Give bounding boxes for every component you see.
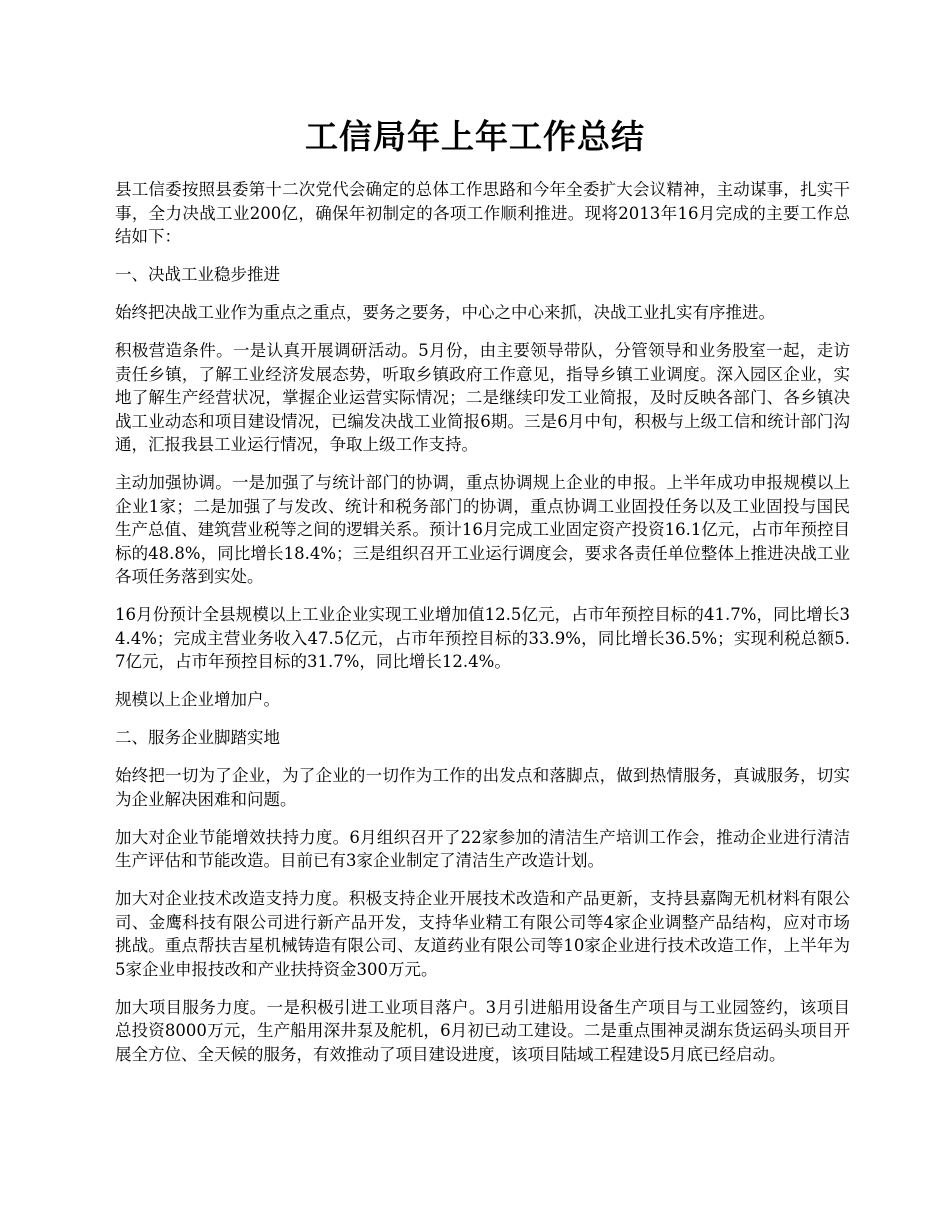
document-title: 工信局年上年工作总结: [305, 117, 645, 156]
body-paragraph: 始终把一切为了企业，为了企业的一切作为工作的出发点和落脚点，做到热情服务，真诚服务，切实为企业解决困难和问题。: [115, 766, 850, 809]
body-paragraph: 16月份预计全县规模以上工业企业实现工业增加值12.5亿元，占市年预控目标的41.7%，同比增长34.4%；完成主营业务收入47.5亿元，占市年预控目标的33.9%，同比增长36.5%；实现利税总额5.7亿元，占市年预控目标的31.7%，同比增长12.4%。: [115, 605, 850, 671]
section-heading-1: 一、决战工业稳步推进: [115, 265, 280, 284]
body-paragraph: 始终把决战工业作为重点之重点，要务之要务，中心之中心来抓，决战工业扎实有序推进。: [115, 303, 775, 322]
body-paragraph: 加大对企业节能增效扶持力度。6月组织召开了22家参加的清洁生产培训工作会，推动企业进行清洁生产评估和节能改造。目前已有3家企业制定了清洁生产改造计划。: [115, 827, 850, 870]
body-paragraph: 加大对企业技术改造支持力度。积极支持企业开展技术改造和产品更新，支持县嘉陶无机材料有限公司、金鹰科技有限公司进行新产品开发，支持华业精工有限公司等4家企业调整产品结构，应对市场挑战。重点帮扶吉星机械铸造有限公司、友道药业有限公司等10家企业进行技术改造工作，上半年为5家企业申报技改和产业扶持资金300万元。: [115, 889, 850, 979]
intro-paragraph: 县工信委按照县委第十二次党代会确定的总体工作思路和今年全委扩大会议精神，主动谋事，扎实干事，全力决战工业200亿，确保年初制定的各项工作顺利推进。现将2013年16月完成的主要工作总结如下：: [115, 180, 850, 246]
body-paragraph: 加大项目服务力度。一是积极引进工业项目落户。3月引进船用设备生产项目与工业园签约，该项目总投资8000万元，生产船用深井泵及舵机，6月初已动工建设。二是重点围神灵湖东货运码头项目开展全方位、全天候的服务，有效推动了项目建设进度，该项目陆域工程建设5月底已经启动。: [115, 997, 850, 1064]
body-paragraph: 主动加强协调。一是加强了与统计部门的协调，重点协调规上企业的申报。上半年成功申报规模以上企业1家；二是加强了与发改、统计和税务部门的协调，重点协调工业固投任务以及工业固投与国民生产总值、建筑营业税等之间的逻辑关系。预计16月完成工业固定资产投资16.1亿元，占市年预控目标的48.8%，同比增长18.4%；三是组织召开工业运行调度会，要求各责任单位整体上推进决战工业各项任务落到实处。: [115, 473, 850, 586]
body-paragraph: 积极营造条件。一是认真开展调研活动。5月份，由主要领导带队，分管领导和业务股室一起，走访责任乡镇，了解工业经济发展态势，听取乡镇政府工作意见，指导乡镇工业调度。深入园区企业，实地了解生产经营状况，掌握企业运营实际情况；二是继续印发工业简报，及时反映各部门、各乡镇决战工业动态和项目建设情况，已编发决战工业简报6期。三是6月中旬，积极与上级工信和统计部门沟通，汇报我县工业运行情况，争取上级工作支持。: [115, 341, 850, 454]
section-heading-2: 二、服务企业脚踏实地: [115, 728, 280, 747]
body-paragraph: 规模以上企业增加户。: [115, 690, 280, 709]
document-body: [115, 178, 850, 1081]
